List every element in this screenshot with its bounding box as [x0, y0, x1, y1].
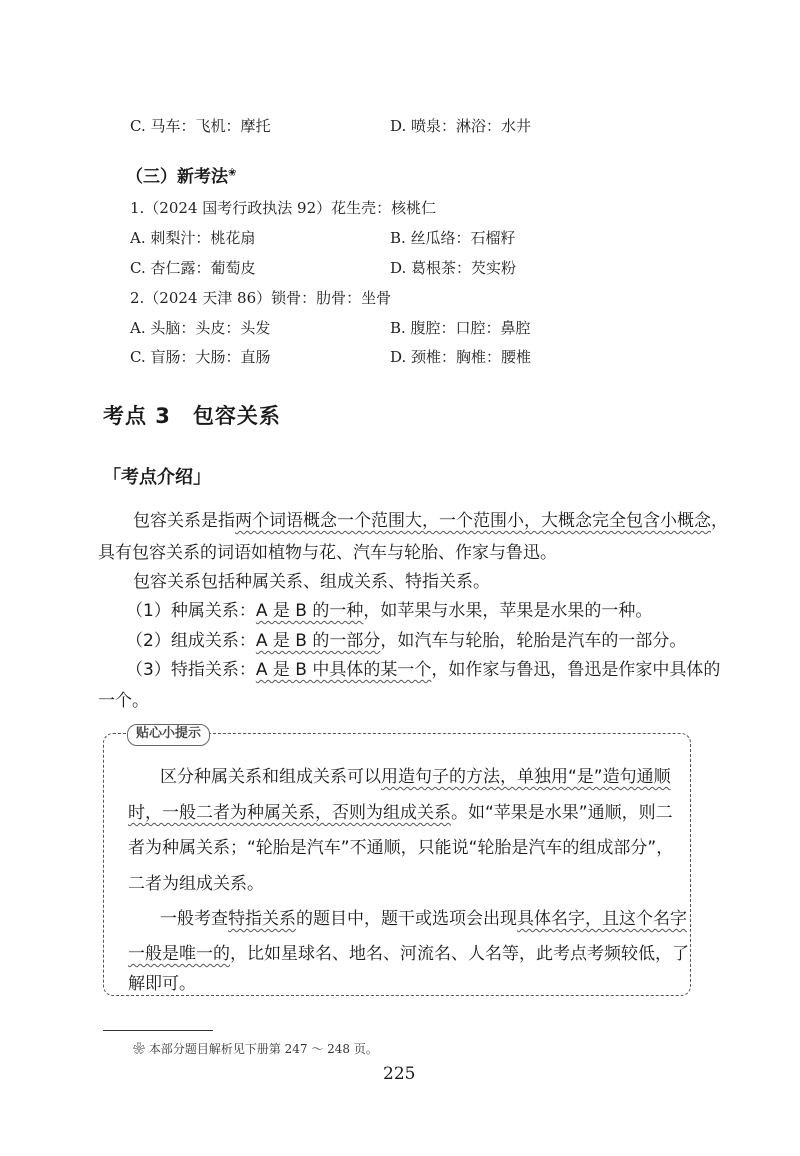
- footnote-flower-icon: ❀: [228, 167, 237, 179]
- specific-reference-line-2: 一个。: [98, 691, 149, 711]
- tips-line-5: [160, 901, 687, 937]
- composition-line: [126, 626, 686, 657]
- new-method-heading: [126, 162, 236, 187]
- specific-reference-line: [126, 655, 720, 686]
- intro-paragraph-1-line-1: [133, 506, 728, 537]
- q1-option-c: C. 杏仁露：葡萄皮: [130, 259, 256, 277]
- option-c-carryover: C. 马车：飞机：摩托: [130, 117, 271, 135]
- q2-option-a: A. 头脑：头皮：头发: [130, 319, 271, 337]
- p3-label: （1）种属关系：: [126, 601, 256, 621]
- page-number: 225: [383, 1064, 416, 1084]
- q2-option-d: D. 颈椎：胸椎：腰椎: [390, 348, 532, 366]
- p5-label: （3）特指关系：: [126, 660, 256, 680]
- p1-key-phrase: 两个词语概念一个范围大，一个范围小，大概念完全包含小概念: [235, 511, 711, 531]
- intro-paragraph-1-line-2: 具有包容关系的词语如植物与花、汽车与轮胎、作家与鲁迅。: [98, 543, 557, 563]
- new-method-heading-text: （三）新考法: [126, 167, 228, 187]
- footnote-rule: [103, 1030, 213, 1031]
- p5-key-phrase: A 是 B 中具体的某一个: [255, 660, 432, 680]
- tips-line-2: [128, 795, 673, 831]
- tips-line-1: [160, 759, 671, 795]
- intro-heading: 「考点介绍」: [103, 467, 211, 488]
- p1-text-b: ，: [711, 511, 728, 531]
- tips-line-2-b: 。如“苹果是水果”通顺，则二: [451, 803, 673, 823]
- q1-option-d: D. 葛根茶：芡实粉: [390, 259, 517, 277]
- option-d-carryover: D. 喷泉：淋浴：水井: [390, 117, 532, 135]
- tips-line-1-key: 用造句子的方法，单独用“是”造句通顺: [381, 767, 671, 787]
- tips-line-7: 解即可。: [128, 974, 196, 994]
- q1-stem: 1.（2024 国考行政执法 92）花生壳：核桃仁: [130, 199, 437, 217]
- tips-line-4: 二者为组成关系。: [128, 874, 264, 894]
- tips-line-1-a: 区分种属关系和组成关系可以: [160, 767, 381, 787]
- p4-example: ，如汽车与轮胎，轮胎是汽车的一部分。: [380, 631, 687, 651]
- tips-line-5-key-2: 具体名字，且这个名字: [517, 909, 687, 929]
- section-title: 考点 3 包容关系: [103, 404, 281, 428]
- p3-key-phrase: A 是 B 的一种: [255, 601, 364, 621]
- genus-species-line: [126, 596, 652, 627]
- tips-line-5-key-1: 特指关系: [228, 909, 296, 929]
- tips-line-5-b: 的题目中，题干或选项会出现: [296, 909, 517, 929]
- p5-example: ，如作家与鲁迅，鲁迅是作家中具体的: [431, 660, 721, 680]
- q2-option-b: B. 腹腔：口腔：鼻腔: [390, 319, 531, 337]
- q1-option-a: A. 刺梨汁：桃花扇: [130, 229, 256, 247]
- intro-paragraph-2: 包容关系包括种属关系、组成关系、特指关系。: [133, 572, 490, 592]
- tips-line-5-a: 一般考查: [160, 909, 228, 929]
- tips-line-6-key: 一般是唯一的: [128, 944, 230, 964]
- tips-label: 贴心小提示: [127, 724, 210, 746]
- footnote: ❀ 本部分题目解析见下册第 247 ～ 248 页。: [133, 1042, 378, 1056]
- q1-option-b: B. 丝瓜络：石榴籽: [390, 229, 516, 247]
- p1-text-a: 包容关系是指: [133, 511, 235, 531]
- tips-line-6-b: ，比如星球名、地名、河流名、人名等，此考点考频较低，了: [230, 944, 689, 964]
- tips-line-3: 者为种属关系；“轮胎是汽车”不通顺，只能说“轮胎是汽车的组成部分”，: [128, 838, 674, 858]
- tips-line-6: [128, 936, 689, 972]
- q2-option-c: C. 盲肠：大肠：直肠: [130, 348, 271, 366]
- q2-stem: 2.（2024 天津 86）锁骨：肋骨：坐骨: [130, 289, 392, 307]
- tips-line-2-key: 时，一般二者为种属关系，否则为组成关系: [128, 803, 451, 823]
- p3-example: ，如苹果与水果，苹果是水果的一种。: [363, 601, 653, 621]
- p4-label: （2）组成关系：: [126, 631, 256, 651]
- p4-key-phrase: A 是 B 的一部分: [255, 631, 381, 651]
